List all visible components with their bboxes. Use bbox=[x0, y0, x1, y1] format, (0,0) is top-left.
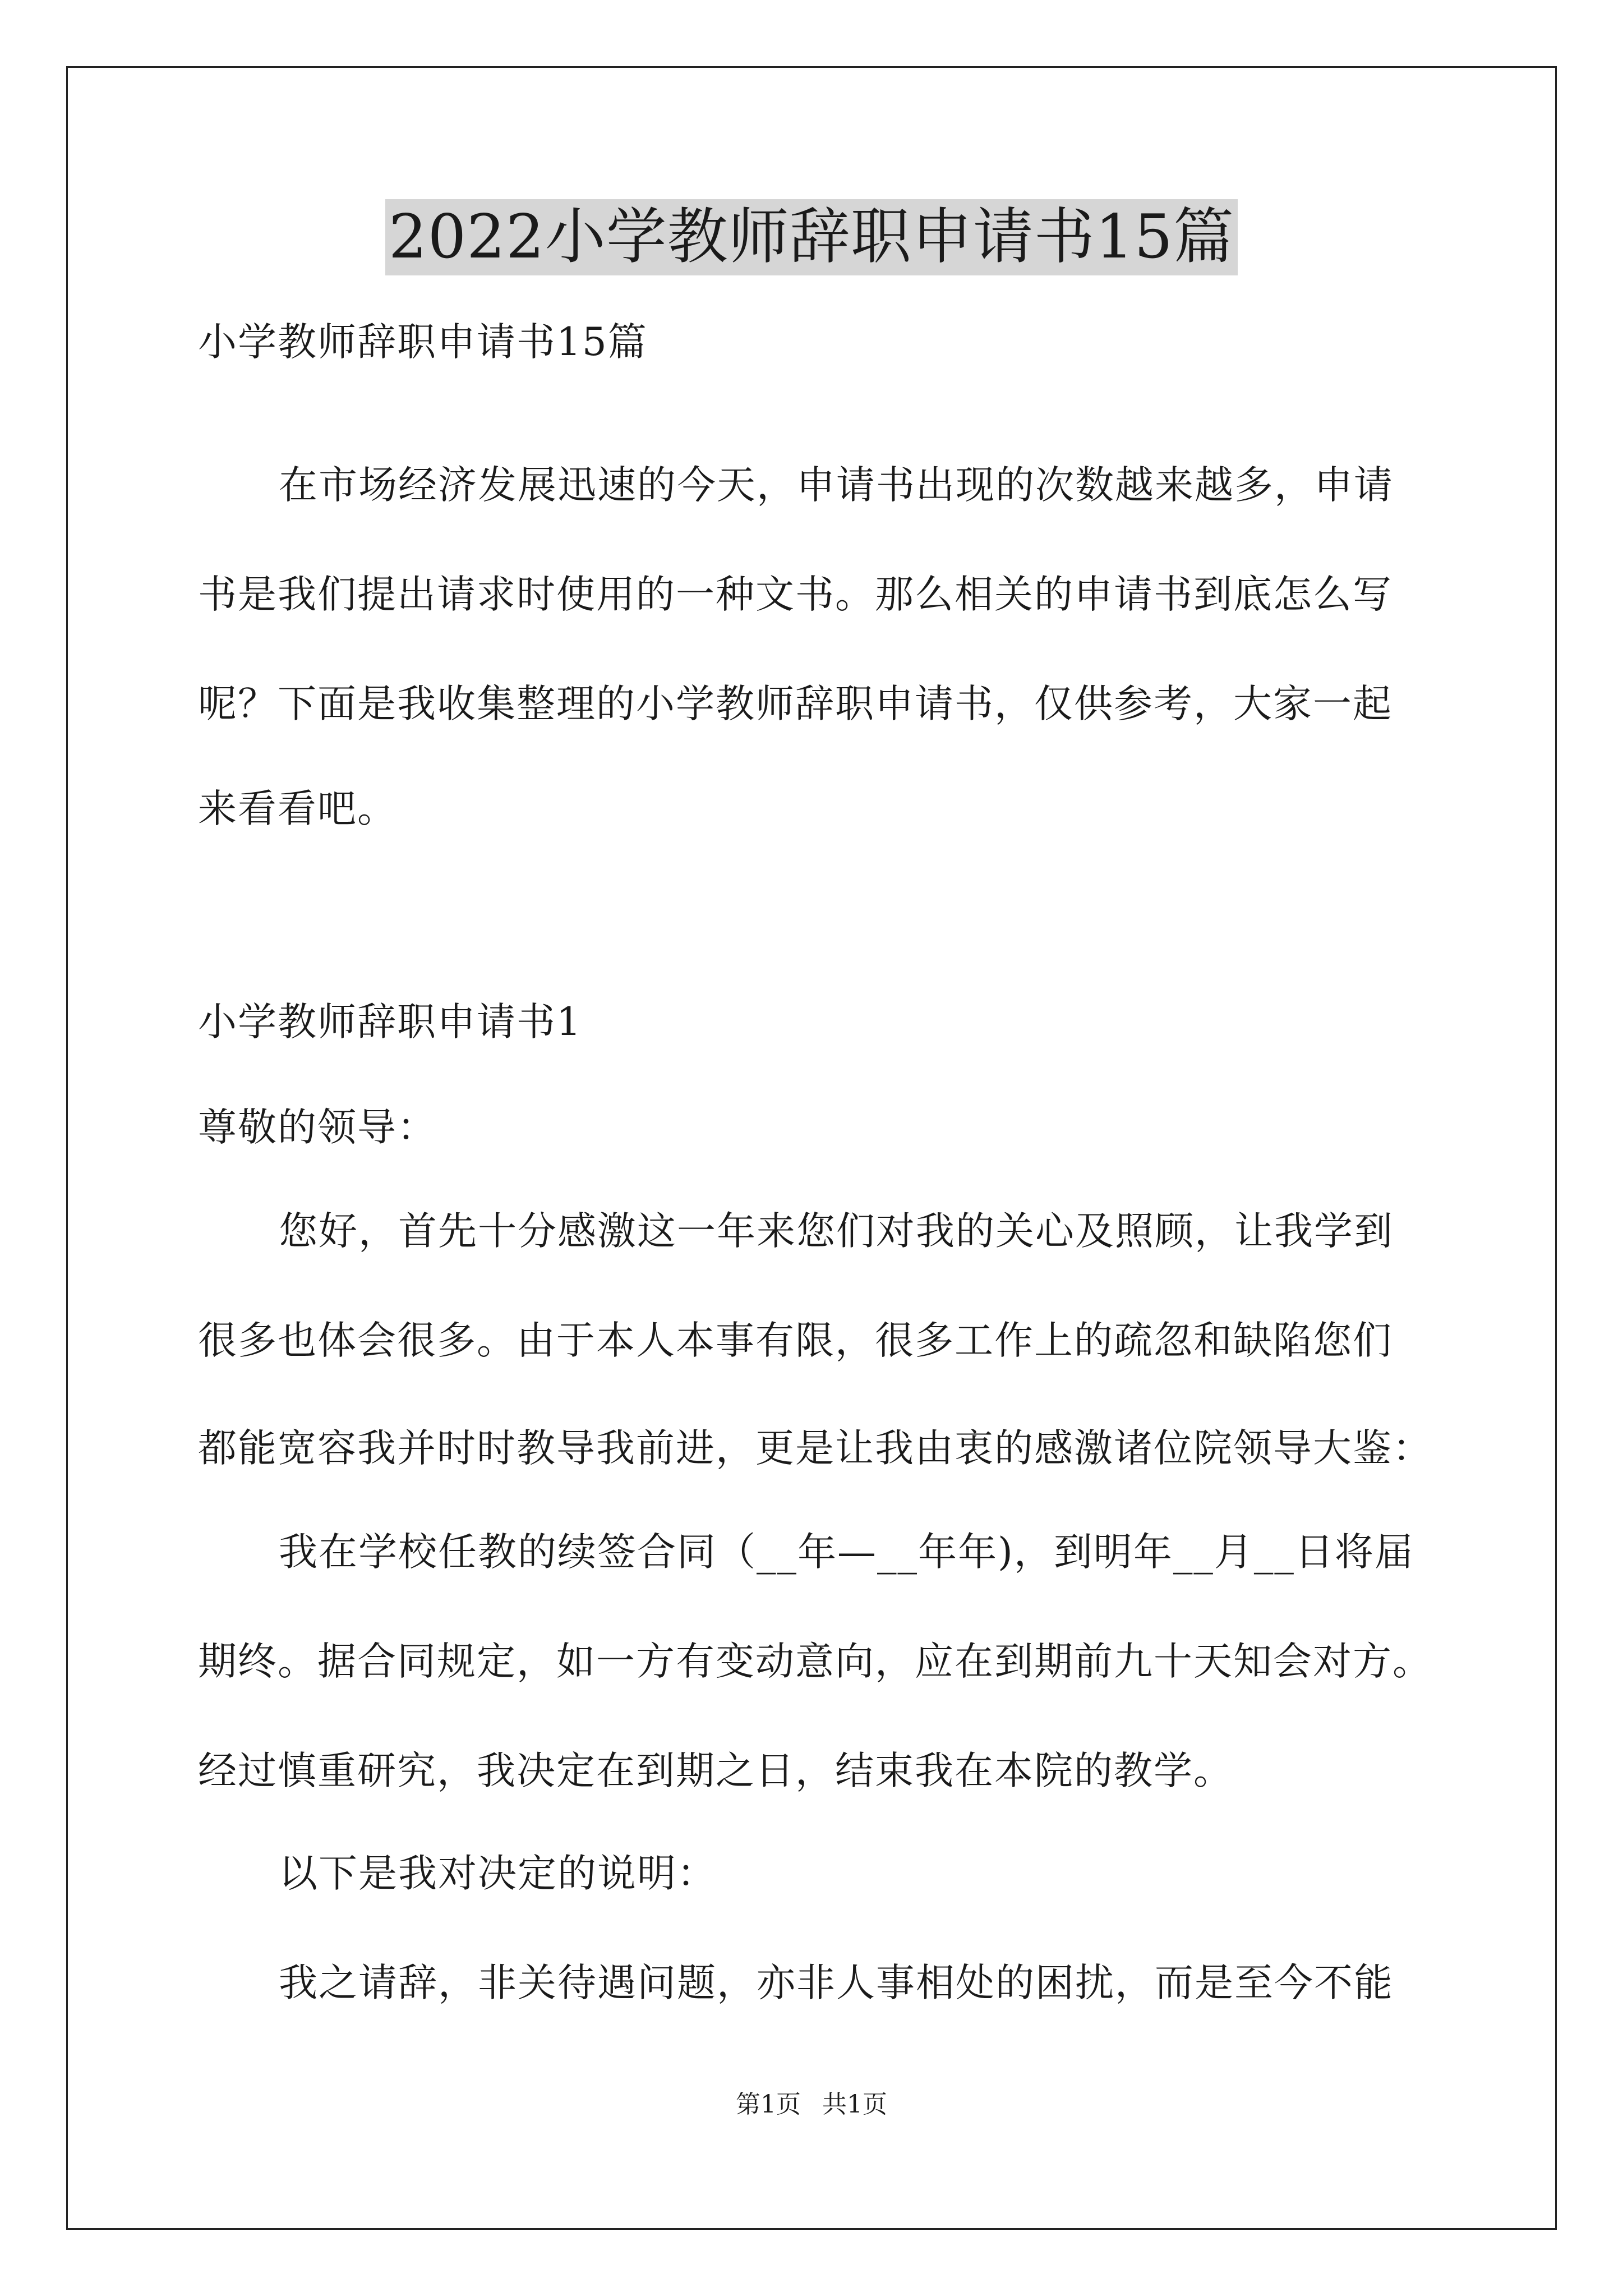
document-subtitle: 小学教师辞职申请书15篇 bbox=[198, 320, 648, 365]
salutation: 尊敬的领导： bbox=[198, 1105, 437, 1150]
body-line: 我在学校任教的续签合同（__年—__年年)，到明年__月__日将届 bbox=[279, 1530, 1414, 1575]
body-line: 您好，首先十分感激这一年来您们对我的关心及照顾，让我学到 bbox=[279, 1209, 1394, 1254]
page-count: 共1页 bbox=[822, 2090, 887, 2119]
body-line: 很多也体会很多。由于本人本事有限，很多工作上的疏忽和缺陷您们 bbox=[198, 1318, 1393, 1363]
body-line: 期终。据合同规定，如一方有变动意向，应在到期前九十天知会对方。 bbox=[198, 1639, 1432, 1684]
intro-line: 在市场经济发展迅速的今天，申请书出现的次数越来越多，申请 bbox=[279, 463, 1394, 508]
title-container bbox=[0, 199, 1623, 275]
page-footer bbox=[0, 2088, 1623, 2122]
body-line: 都能宽容我并时时教导我前进，更是让我由衷的感激诸位院领导大鉴： bbox=[198, 1426, 1432, 1471]
document-title: 2022小学教师辞职申请书15篇 bbox=[385, 199, 1238, 275]
body-line: 以下是我对决定的说明： bbox=[279, 1851, 717, 1896]
intro-line: 呢？下面是我收集整理的小学教师辞职申请书，仅供参考，大家一起 bbox=[198, 682, 1393, 726]
intro-line: 来看看吧。 bbox=[198, 786, 397, 831]
page-number: 第1页 bbox=[736, 2090, 801, 2119]
intro-line: 书是我们提出请求时使用的一种文书。那么相关的申请书到底怎么写 bbox=[198, 572, 1393, 617]
body-line: 经过慎重研究，我决定在到期之日，结束我在本院的教学。 bbox=[198, 1749, 1233, 1793]
section-heading: 小学教师辞职申请书1 bbox=[198, 1000, 582, 1045]
body-line: 我之请辞，非关待遇问题，亦非人事相处的困扰，而是至今不能 bbox=[279, 1961, 1394, 2005]
